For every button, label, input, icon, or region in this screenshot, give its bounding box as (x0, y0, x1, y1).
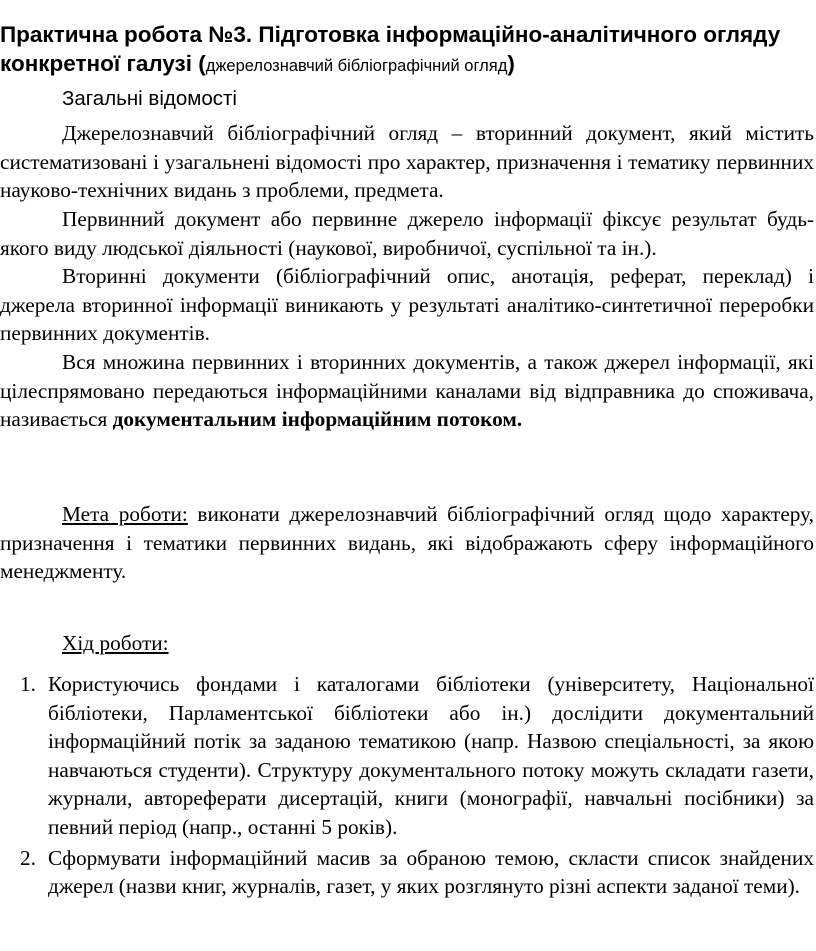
list-item (0, 844, 814, 901)
goal-text: виконати джерелознавчий бібліографічний огляд щодо характеру, призначення і тематики первинних видань, які відображають сферу інформаційного менеджменту. (0, 502, 814, 584)
document-flow-text: Вся множина первинних і вторинних документів, а також джерел інформації, які цілеспрямовано передаються інформаційними каналами від відправника до споживача, називається (0, 350, 814, 432)
paragraph-document-flow (0, 348, 814, 434)
goal-label: Мета роботи: (62, 502, 188, 526)
paragraph-definition-review: Джерелознавчий бібліографічний огляд – вторинний документ, який містить систематизовані і узагальнені відомості про характер, призначення і тематику первинних науково-технічних видань з проблеми, предмета. (0, 121, 814, 203)
step-text: Користуючись фондами і каталогами бібліотеки (університету, Національної бібліотеки, Парламентської бібліотеки або ін.) дослідити документальний інформаційний потік за заданою тематикою (напр. Назвою спеціальності, за якою навчаються студенти). Структуру документального потоку можуть складати газети, журнали, автореферати дисертацій, книги (монографії, навчальні посібники) за певний період (напр., останні 5 років). (48, 672, 814, 839)
step-text: Сформувати інформаційний масив за обраною темою, скласти список знайдених джерел (назви книг, журналів, газет, у яких розглянуто різні аспекти заданої теми). (48, 845, 814, 899)
title-main: Практична робота №3. Підготовка інформаційно-аналітичного огляду конкретної галузі ( (0, 22, 781, 76)
step-number: 2. (20, 845, 36, 870)
step-number: 1. (20, 672, 36, 696)
general-info-heading: Загальні відомості (62, 87, 237, 110)
steps-list (0, 670, 814, 903)
list-item (0, 670, 814, 842)
title-closing-paren: ) (507, 51, 515, 76)
paragraph-goal (0, 500, 814, 586)
document-title (0, 20, 810, 81)
paragraph-secondary-documents: Вторинні документи (бібліографічний опис, анотація, реферат, переклад) і джерела вторинної інформації виникають у результаті аналітико-синтетичної переробки первинних документів. (0, 264, 814, 346)
progress-heading: Хід роботи: (62, 631, 169, 655)
title-subtitle: джерелознавчий бібліографічний огляд (205, 57, 508, 75)
document-flow-term: документальним інформаційним потоком. (112, 407, 523, 432)
paragraph-primary-document: Первинний документ або первинне джерело інформації фіксує результат будь-якого виду людської діяльності (наукової, виробничої, суспільної та ін.). (0, 207, 814, 260)
